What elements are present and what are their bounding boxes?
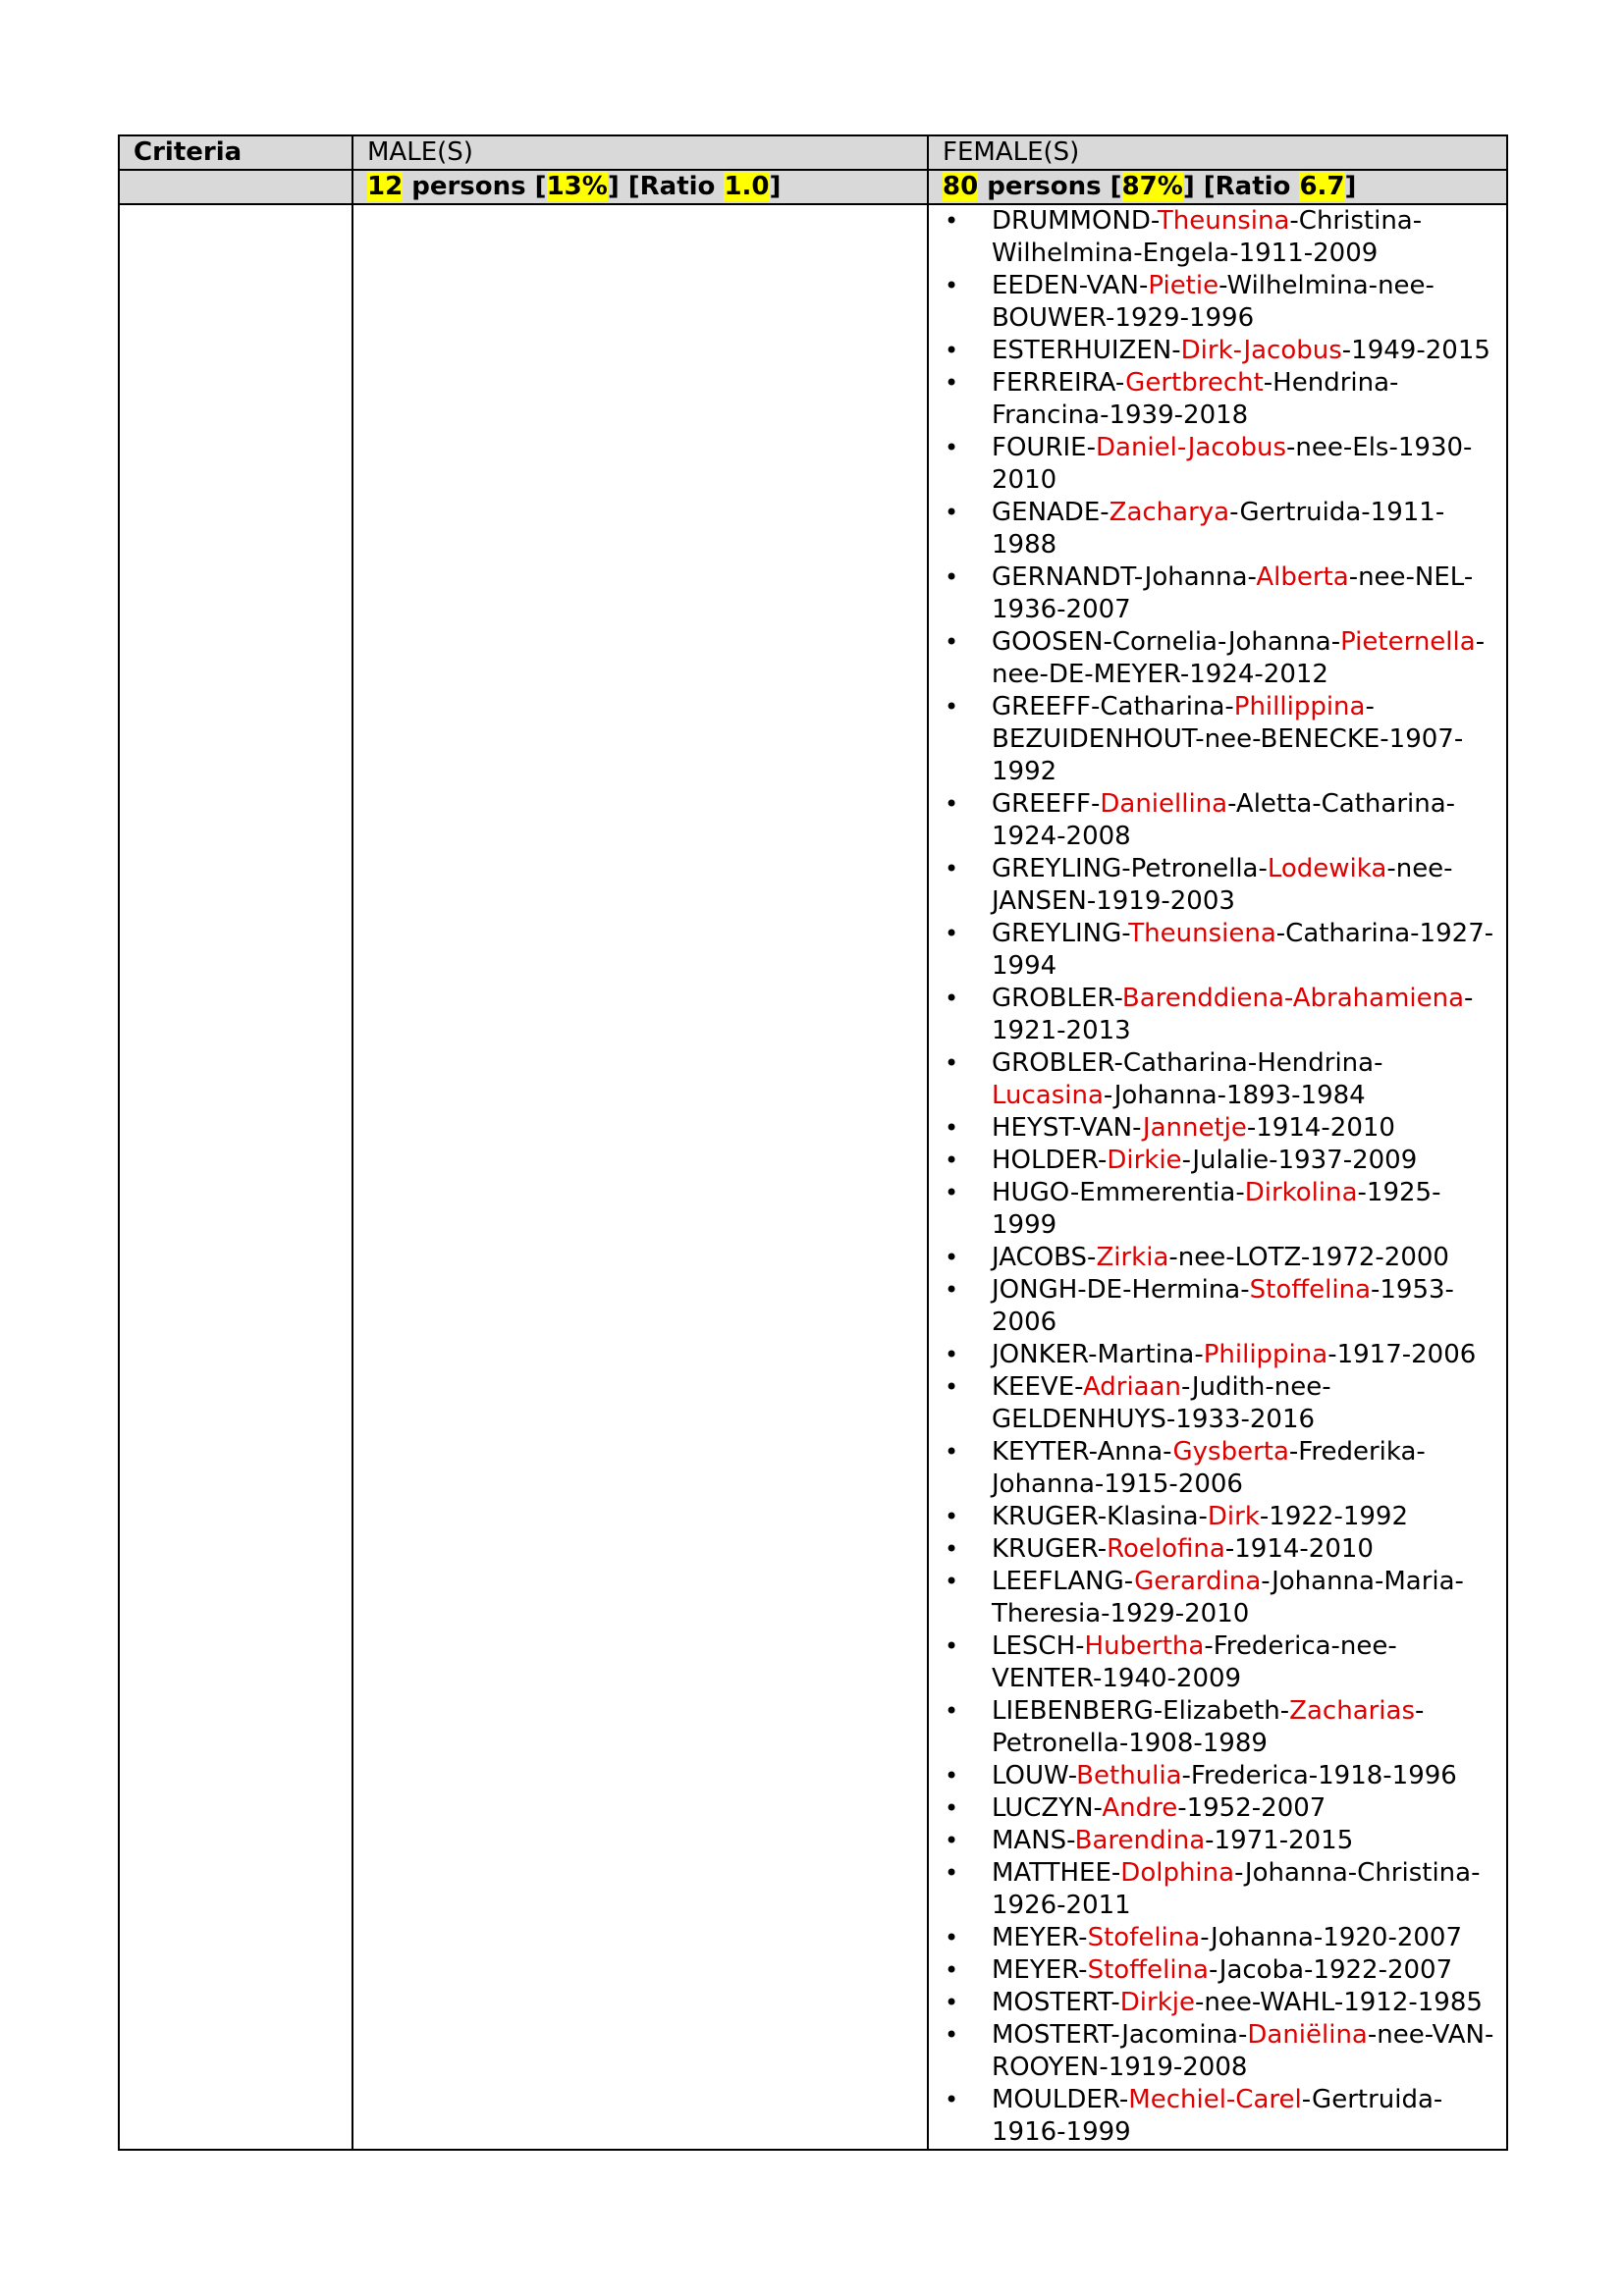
- list-item: [929, 561, 1498, 626]
- highlighted-given-name: Pieternella: [1340, 627, 1476, 657]
- list-item: [929, 626, 1498, 691]
- list-item: [929, 1954, 1498, 1987]
- name-part: -Johanna-1920-2007: [1200, 1923, 1463, 1952]
- name-part: JONKER-Martina-: [992, 1340, 1204, 1369]
- name-part: MOSTERT-Jacomina-: [992, 2020, 1248, 2050]
- highlighted-given-name: Dirk: [1207, 1502, 1260, 1531]
- highlighted-given-name: Theunsiena: [1128, 919, 1276, 948]
- name-part: JACOBS-: [992, 1243, 1097, 1272]
- name-part: -Frederica-1918-1996: [1181, 1761, 1457, 1790]
- highlighted-given-name: Roelofina: [1107, 1534, 1225, 1564]
- list-item: [929, 2084, 1498, 2149]
- highlighted-given-name: Lodewika: [1267, 854, 1387, 883]
- list-item: [929, 1825, 1498, 1857]
- female-names-cell: [928, 204, 1507, 2150]
- name-part: -Johanna-Christina-1926-2011: [992, 1858, 1481, 1920]
- names-row: [119, 204, 1507, 2150]
- male-count: 12: [367, 172, 404, 201]
- name-part: -Catharina-1927-1994: [992, 919, 1494, 981]
- list-item: [929, 1501, 1498, 1533]
- highlighted-given-name: Dirk-Jacobus: [1180, 336, 1342, 365]
- female-header: FEMALE(S): [928, 135, 1507, 170]
- name-part: GENADE-: [992, 498, 1110, 527]
- name-part: -Julalie-1937-2009: [1181, 1146, 1418, 1175]
- name-part: -BEZUIDENHOUT-nee-BENECKE-1907-1992: [992, 692, 1464, 786]
- name-part: GREYLING-: [992, 919, 1129, 948]
- name-part: -nee-DE-MEYER-1924-2012: [992, 627, 1486, 689]
- list-item: [929, 1922, 1498, 1954]
- name-part: KRUGER-Klasina-: [992, 1502, 1208, 1531]
- name-part: -1921-2013: [992, 984, 1474, 1045]
- female-ratio-label: ] [Ratio: [1182, 172, 1300, 201]
- name-part: GREEFF-: [992, 789, 1101, 819]
- male-close-bracket: ]: [769, 172, 782, 201]
- highlighted-given-name: Phillippina: [1233, 692, 1366, 721]
- highlighted-given-name: Zacharias: [1289, 1696, 1416, 1726]
- name-part: -1952-2007: [1177, 1793, 1326, 1823]
- list-item: [929, 1145, 1498, 1177]
- list-item: [929, 983, 1498, 1047]
- list-item: [929, 1630, 1498, 1695]
- name-part: HUGO-Emmerentia-: [992, 1178, 1245, 1207]
- list-item: [929, 1436, 1498, 1501]
- name-part: -1922-1992: [1259, 1502, 1408, 1531]
- highlighted-given-name: Pietie: [1148, 271, 1219, 300]
- name-part: LESCH-: [992, 1631, 1085, 1661]
- name-part: DRUMMOND-: [992, 206, 1158, 236]
- list-item: [929, 918, 1498, 983]
- list-item: [929, 2019, 1498, 2084]
- gender-ratio-table: [118, 134, 1508, 2151]
- highlighted-given-name: Zacharya: [1109, 498, 1230, 527]
- name-part: -1914-2010: [1224, 1534, 1374, 1564]
- name-part: HOLDER-: [992, 1146, 1108, 1175]
- name-part: -Petronella-1908-1989: [992, 1696, 1425, 1758]
- male-header: MALE(S): [352, 135, 928, 170]
- male-percentage: 13%: [546, 172, 608, 201]
- male-ratio: 1.0: [724, 172, 770, 201]
- list-item: [929, 335, 1498, 367]
- highlighted-given-name: Mechiel-Carel: [1128, 2085, 1302, 2114]
- female-names-list: [929, 205, 1498, 2149]
- name-part: KEYTER-Anna-: [992, 1437, 1173, 1467]
- highlighted-given-name: Philippina: [1203, 1340, 1328, 1369]
- name-part: MATTHEE-: [992, 1858, 1121, 1888]
- name-part: -Christina-Wilhelmina-Engela-1911-2009: [992, 206, 1423, 268]
- male-names-cell: [352, 204, 928, 2150]
- name-part: -Wilhelmina-nee-BOUWER-1929-1996: [992, 271, 1435, 333]
- list-item: [929, 1177, 1498, 1242]
- name-part: -nee-JANSEN-1919-2003: [992, 854, 1453, 916]
- highlighted-given-name: Gerardina: [1134, 1567, 1262, 1596]
- female-ratio: 6.7: [1299, 172, 1345, 201]
- list-item: [929, 270, 1498, 335]
- name-part: MEYER-: [992, 1923, 1088, 1952]
- female-close-bracket: ]: [1344, 172, 1357, 201]
- name-part: FOURIE-: [992, 433, 1096, 462]
- highlighted-given-name: Stoffelina: [1249, 1275, 1371, 1305]
- list-item: [929, 497, 1498, 561]
- name-part: -Frederica-nee-VENTER-1940-2009: [992, 1631, 1397, 1693]
- name-part: GROBLER-Catharina-Hendrina-: [992, 1048, 1383, 1078]
- name-part: -nee-NEL-1936-2007: [992, 562, 1474, 624]
- name-part: -Johanna-1893-1984: [1103, 1081, 1366, 1110]
- name-part: LIEBENBERG-Elizabeth-: [992, 1696, 1290, 1726]
- list-item: [929, 367, 1498, 432]
- name-part: -nee-LOTZ-1972-2000: [1168, 1243, 1449, 1272]
- name-part: -Frederika-Johanna-1915-2006: [992, 1437, 1426, 1499]
- name-part: -Hendrina-Francina-1939-2018: [992, 368, 1399, 430]
- name-part: -Jacoba-1922-2007: [1208, 1955, 1453, 1985]
- highlighted-given-name: Adriaan: [1082, 1372, 1182, 1402]
- name-part: -1971-2015: [1205, 1826, 1354, 1855]
- list-item: [929, 1274, 1498, 1339]
- criteria-header: Criteria: [119, 135, 352, 170]
- highlighted-given-name: Dirkie: [1107, 1146, 1182, 1175]
- name-part: GREYLING-Petronella-: [992, 854, 1268, 883]
- highlighted-given-name: Stofelina: [1087, 1923, 1201, 1952]
- name-part: -1953-2006: [992, 1275, 1454, 1337]
- name-part: -1949-2015: [1341, 336, 1490, 365]
- header-row: [119, 135, 1507, 170]
- name-part: MOSTERT-: [992, 1988, 1120, 2017]
- highlighted-given-name: Dirkje: [1119, 1988, 1195, 2017]
- criteria-cell: [119, 204, 352, 2150]
- highlighted-given-name: Hubertha: [1084, 1631, 1205, 1661]
- list-item: [929, 205, 1498, 270]
- list-item: [929, 1112, 1498, 1145]
- name-part: MOULDER-: [992, 2085, 1129, 2114]
- name-part: -nee-VAN-ROOYEN-1919-2008: [992, 2020, 1494, 2082]
- highlighted-given-name: Daniëlina: [1247, 2020, 1368, 2050]
- highlighted-given-name: Barenddiena-Abrahamiena: [1121, 984, 1464, 1013]
- list-item: [929, 1760, 1498, 1792]
- name-part: -Judith-nee-GELDENHUYS-1933-2016: [992, 1372, 1331, 1434]
- name-part: GOOSEN-Cornelia-Johanna-: [992, 627, 1341, 657]
- list-item: [929, 1987, 1498, 2019]
- highlighted-given-name: Gertbrecht: [1125, 368, 1264, 398]
- name-part: EEDEN-VAN-: [992, 271, 1149, 300]
- list-item: [929, 691, 1498, 788]
- name-part: MANS-: [992, 1826, 1075, 1855]
- female-percentage: 87%: [1121, 172, 1183, 201]
- list-item: [929, 1857, 1498, 1922]
- highlighted-given-name: Daniellina: [1100, 789, 1228, 819]
- name-part: JONGH-DE-Hermina-: [992, 1275, 1250, 1305]
- name-part: -nee-Els-1930-2010: [992, 433, 1473, 495]
- name-part: -1925-1999: [992, 1178, 1441, 1240]
- male-persons-label: persons [: [403, 172, 547, 201]
- highlighted-given-name: Zirkia: [1096, 1243, 1169, 1272]
- male-ratio-label: ] [Ratio: [607, 172, 725, 201]
- list-item: [929, 1533, 1498, 1566]
- highlighted-given-name: Jannetje: [1142, 1113, 1247, 1143]
- highlighted-given-name: Lucasina: [992, 1081, 1104, 1110]
- name-part: -Aletta-Catharina-1924-2008: [992, 789, 1456, 851]
- female-count: 80: [943, 172, 979, 201]
- name-part: KRUGER-: [992, 1534, 1108, 1564]
- name-part: -1917-2006: [1327, 1340, 1477, 1369]
- highlighted-given-name: Barendina: [1074, 1826, 1206, 1855]
- list-item: [929, 788, 1498, 853]
- name-part: KEEVE-: [992, 1372, 1083, 1402]
- name-part: LOUW-: [992, 1761, 1077, 1790]
- name-part: GROBLER-: [992, 984, 1122, 1013]
- highlighted-given-name: Bethulia: [1076, 1761, 1182, 1790]
- criteria-summary-cell: [119, 170, 352, 204]
- highlighted-given-name: Daniel-Jacobus: [1096, 433, 1287, 462]
- list-item: [929, 1371, 1498, 1436]
- name-part: -Gertruida-1911-1988: [992, 498, 1445, 560]
- name-part: -Johanna-Maria-Theresia-1929-2010: [992, 1567, 1464, 1629]
- name-part: ESTERHUIZEN-: [992, 336, 1181, 365]
- name-part: HEYST-VAN-: [992, 1113, 1143, 1143]
- name-part: LEEFLANG-: [992, 1567, 1135, 1596]
- name-part: -1914-2010: [1246, 1113, 1395, 1143]
- name-part: GREEFF-Catharina-: [992, 692, 1234, 721]
- list-item: [929, 432, 1498, 497]
- list-item: [929, 1339, 1498, 1371]
- list-item: [929, 1566, 1498, 1630]
- list-item: [929, 1695, 1498, 1760]
- list-item: [929, 1792, 1498, 1825]
- name-part: -nee-WAHL-1912-1985: [1194, 1988, 1483, 2017]
- highlighted-given-name: Gysberta: [1172, 1437, 1289, 1467]
- list-item: [929, 1047, 1498, 1112]
- female-persons-label: persons [: [978, 172, 1122, 201]
- list-item: [929, 853, 1498, 918]
- highlighted-given-name: Stoffelina: [1087, 1955, 1209, 1985]
- name-part: MEYER-: [992, 1955, 1088, 1985]
- name-part: GERNANDT-Johanna-: [992, 562, 1257, 592]
- name-part: FERREIRA-: [992, 368, 1126, 398]
- summary-row: [119, 170, 1507, 204]
- highlighted-given-name: Dirkolina: [1244, 1178, 1358, 1207]
- female-summary: [928, 170, 1507, 204]
- name-part: LUCZYN-: [992, 1793, 1103, 1823]
- male-summary: [352, 170, 928, 204]
- name-part: -Gertruida-1916-1999: [992, 2085, 1443, 2147]
- list-item: [929, 1242, 1498, 1274]
- highlighted-given-name: Alberta: [1256, 562, 1349, 592]
- highlighted-given-name: Theunsina: [1157, 206, 1290, 236]
- highlighted-given-name: Andre: [1102, 1793, 1178, 1823]
- highlighted-given-name: Dolphina: [1120, 1858, 1235, 1888]
